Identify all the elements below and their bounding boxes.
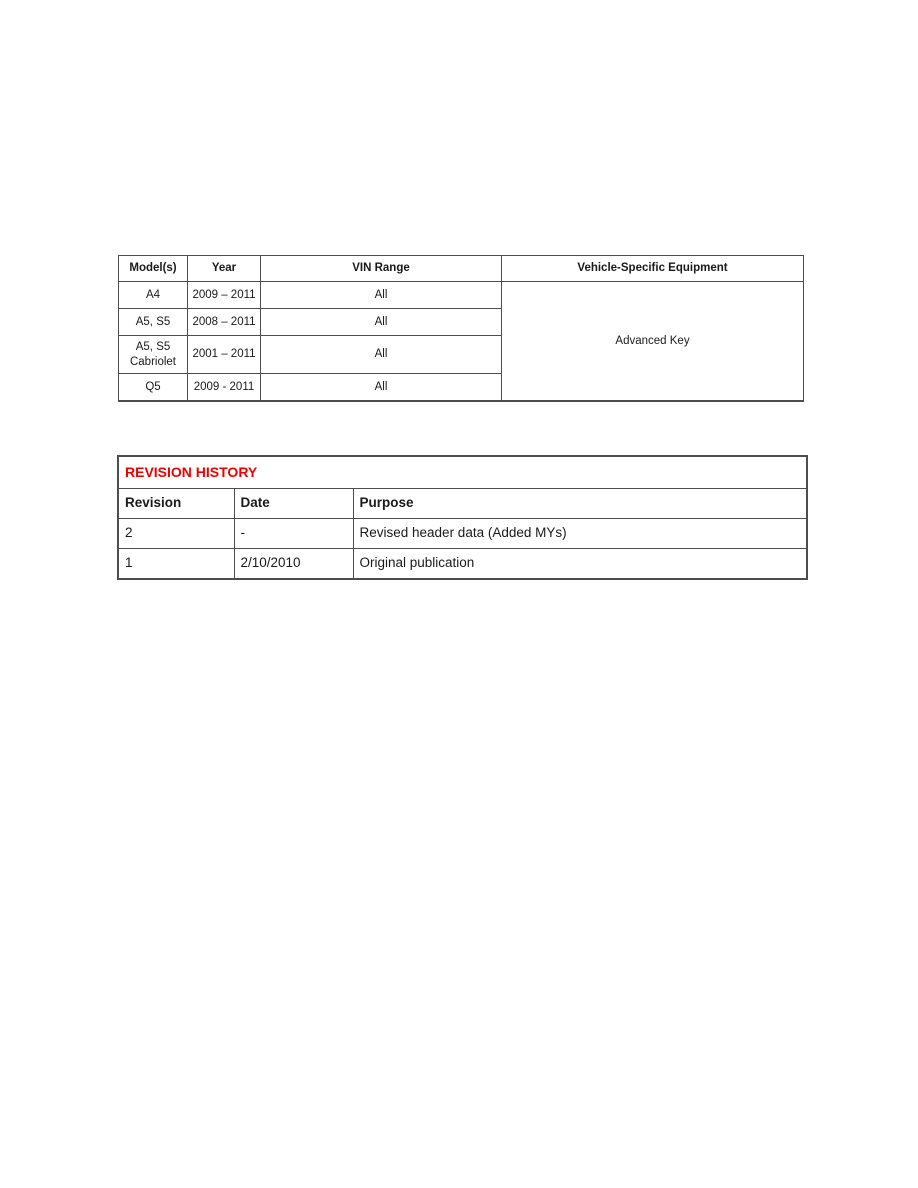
- model-cell: A5, S5 Cabriolet: [119, 336, 188, 374]
- table-row: [118, 519, 807, 549]
- vin-range-cell: All: [261, 309, 502, 336]
- revision-table-header-row: [118, 489, 807, 519]
- vin-range-cell: All: [261, 374, 502, 402]
- year-cell: 2009 – 2011: [188, 282, 261, 309]
- date-cell: -: [234, 519, 353, 549]
- revision-history-table: [117, 455, 808, 580]
- revision-history-title: REVISION HISTORY: [118, 456, 807, 489]
- vehicle-table-header-row: [119, 256, 804, 282]
- column-header-date: Date: [234, 489, 353, 519]
- purpose-cell: Revised header data (Added MYs): [353, 519, 807, 549]
- vin-range-cell: All: [261, 282, 502, 309]
- column-header-year: Year: [188, 256, 261, 282]
- vin-range-cell: All: [261, 336, 502, 374]
- model-cell: Q5: [119, 374, 188, 402]
- model-cell: A5, S5: [119, 309, 188, 336]
- date-cell: 2/10/2010: [234, 549, 353, 580]
- column-header-revision: Revision: [118, 489, 234, 519]
- column-header-purpose: Purpose: [353, 489, 807, 519]
- equipment-cell: Advanced Key: [502, 282, 804, 402]
- revision-cell: 2: [118, 519, 234, 549]
- table-row: [119, 282, 804, 309]
- year-cell: 2009 - 2011: [188, 374, 261, 402]
- revision-cell: 1: [118, 549, 234, 580]
- column-header-models: Model(s): [119, 256, 188, 282]
- column-header-vin-range: VIN Range: [261, 256, 502, 282]
- revision-history-title-row: [118, 456, 807, 489]
- vehicle-applicability-table: [118, 255, 804, 402]
- column-header-equipment: Vehicle-Specific Equipment: [502, 256, 804, 282]
- table-row: [118, 549, 807, 580]
- model-cell: A4: [119, 282, 188, 309]
- purpose-cell: Original publication: [353, 549, 807, 580]
- year-cell: 2001 – 2011: [188, 336, 261, 374]
- year-cell: 2008 – 2011: [188, 309, 261, 336]
